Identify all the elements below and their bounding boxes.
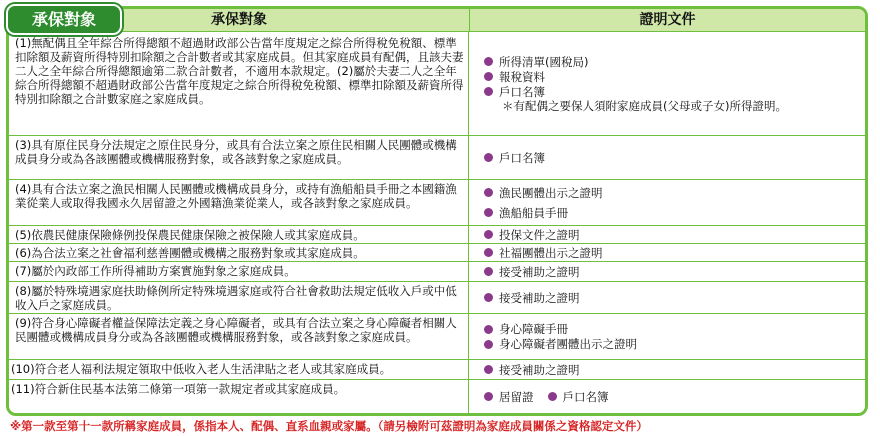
document-item: 接受補助之證明 [484,290,861,305]
bullet-icon [484,392,493,401]
document-item: 接受補助之證明 [484,264,861,279]
eligibility-table [6,6,868,416]
row-documents [470,314,865,359]
bullet-icon [484,248,493,257]
table-row [9,359,865,379]
table-row [9,179,865,225]
row-documents [470,380,865,413]
bullet-icon [484,293,493,302]
bullet-icon [484,365,493,374]
bullet-icon [484,57,493,66]
row-documents [470,282,865,313]
row-documents [470,244,865,261]
document-item: 戶口名簿 [484,84,861,99]
document-item: 戶口名簿 [548,389,609,404]
table-row [9,225,865,243]
row-criteria: (9)符合身心障礙者權益保障法定義之身心障礙者，或具有合法立案之身心障礙者相關人民團體或機構成員身分或為各該團體或機構服務對象，或各該對象之家庭成員。 [9,314,469,359]
bullet-icon [484,267,493,276]
bullet-icon [484,230,493,239]
table-header [9,9,865,32]
table-row [9,379,865,413]
bullet-icon [484,188,493,197]
row-documents [470,32,865,135]
bullet-icon [484,208,493,217]
row-documents [470,360,865,379]
row-criteria: (5)依農民健康保險條例投保農民健康保險之被保險人或其家庭成員。 [9,226,469,243]
section-title-badge: 承保對象 [6,4,122,35]
bullet-icon [484,87,493,96]
document-item: 所得清單(國稅局) [484,54,861,69]
document-item: 投保文件之證明 [484,227,861,242]
bullet-icon [484,340,493,349]
row-criteria: (10)符合老人福利法規定領取中低收入老人生活津貼之老人或其家庭成員。 [9,360,469,379]
document-item: 漁民團體出示之證明 [484,185,861,200]
bullet-icon [548,392,557,401]
table-row [9,281,865,313]
document-item: 身心障礙手冊 [484,322,861,337]
table-row [9,313,865,359]
row-criteria: (11)符合新住民基本法第二條第一項第一款規定者或其家庭成員。 [9,380,469,413]
row-documents [470,180,865,225]
row-documents [470,262,865,281]
row-criteria: (8)屬於特殊境遇家庭扶助條例所定特殊境遇家庭或符合社會救助法規定低收入戶或中低收入戶之家庭成員。 [9,282,469,313]
row-criteria: (3)具有原住民身分法規定之原住民身分，或具有合法立案之原住民相關人民團體或機構成員身分或為各該團體或機構服務對象，或各該對象之家庭成員。 [9,136,469,179]
document-item: 居留證 [484,389,534,404]
header-insured-objects: 承保對象 [9,9,470,31]
row-documents [470,136,865,179]
document-item: 社福團體出示之證明 [484,245,861,260]
document-item: 報稅資料 [484,69,861,84]
row-documents [470,226,865,243]
document-item: 漁船船員手冊 [484,205,861,220]
document-item-group [484,389,861,404]
bullet-icon [484,153,493,162]
table-row [9,31,865,135]
row-criteria: (6)為合法立案之社會福利慈善團體或機構之服務對象或其家庭成員。 [9,244,469,261]
document-note: ＊有配偶之要保人須附家庭成員(父母或子女)所得證明。 [502,99,787,113]
document-item: 接受補助之證明 [484,362,861,377]
bullet-icon [484,325,493,334]
row-criteria: (4)具有合法立案之漁民相關人民團體或機構成員身分，或持有漁船船員手冊之本國籍漁業從業人或取得我國永久居留證之外國籍漁業從業人，或各該對象之家庭成員。 [9,180,469,225]
header-proof-documents: 證明文件 [639,12,696,28]
document-item: 身心障礙者團體出示之證明 [484,337,861,352]
row-criteria: (1)無配偶且全年綜合所得總額不超過財政部公告當年度規定之綜合所得稅免稅額、標準扣除額及薪資所得特別扣除額之合計數者或其家庭成員。但其家庭成員有配偶，且該夫妻二人之全年綜合所得總額逾第二款合計數者，不適用本款規定。(2)屬於夫妻二人之全年綜合所得總額不超過財政部公告當年度規定之綜合所得稅免稅額、標準扣除額及薪資所得特別扣除額之合計數家庭之家庭成員。 [9,32,469,135]
bullet-icon [484,72,493,81]
document-item: 戶口名簿 [484,150,861,165]
table-row [9,243,865,261]
table-row [9,261,865,281]
footnote: ※第一款至第十一款所稱家庭成員，係指本人、配偶、直系血親或家屬。（請另檢附可茲證明為家庭成員關係之資格認定文件） [10,419,648,433]
row-criteria: (7)屬於內政部工作所得補助方案實施對象之家庭成員。 [9,262,469,281]
table-row [9,135,865,179]
